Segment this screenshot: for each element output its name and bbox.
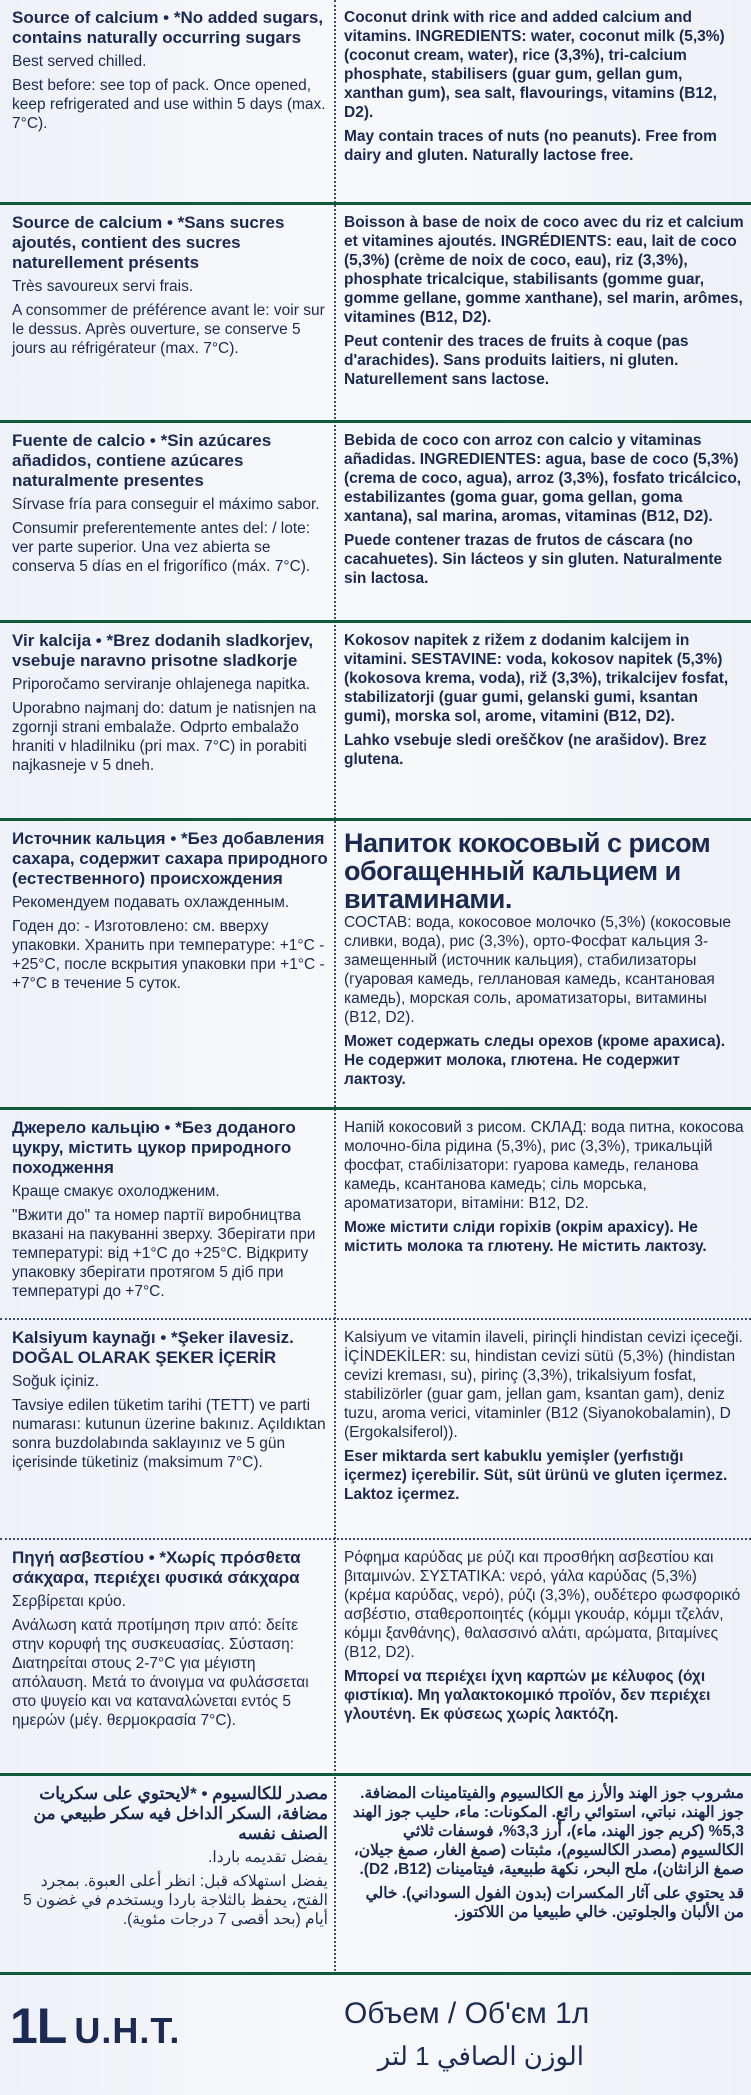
left-serving: Sírvase fría para conseguir el máximo sabor. bbox=[12, 496, 320, 513]
section-spanish bbox=[0, 423, 751, 623]
right-allergens: May contain traces of nuts (no peanuts). Free from dairy and gluten. Naturally lactose free. bbox=[344, 128, 717, 164]
left-storage: Tavsiye edilen tüketim tarihi (TETT) ve parti numarası: kutunun üzerine bakınız. Açıldıktan sonra buzdolabında saklayınız ve 5 gün içerisinde tüketiniz (maksimum 7°C). bbox=[12, 1397, 326, 1471]
right-ingredients: Kalsiyum ve vitamin ilaveli, pirinçli hindistan cevizi içeceği. İÇİNDEKİLER: su, hindistan cevizi sütü (5,3%) (hindistan cevizi kreması, su), pirinç (3,3%), trikalsiyum fosfat, stabilizörler (guar gam, jellan gam, ksantan gam), deniz tuzu, aroma verici, vitaminler (B12 (Siyanokobalamin), D (Ergokalsiferol)). bbox=[344, 1329, 743, 1441]
left-heading: Kalsiyum kaynağı • *Şeker ilavesiz. DOĞAL OLARAK ŞEKER İÇERİR bbox=[12, 1328, 294, 1367]
right-ingredients: Напій кокосовий з рисом. СКЛАД: вода питна, кокосова молочно-біла рідина (5,3%), рис (3,3%), трикальцій фосфат, стабілізатори: гуарова камедь, геланова камедь, ксантанова камедь; сіль морська, ароматизатори, вітаміни: B12, D2. bbox=[344, 1119, 744, 1212]
left-serving: Краще смакує охолодженим. bbox=[12, 1183, 220, 1200]
right-ingredients: Kokosov napitek z rižem z dodanim kalcijem in vitamini. SESTAVINE: voda, kokosov napitek (5,3%) (kokosova krema, voda), riž (3,3%), trikalcijev fosfat, stabilizatorji (guar gumi, gelanski gumi, ksantan gumi), morska sol, arome, vitamini (B12, D2). bbox=[344, 632, 729, 725]
section-turkish bbox=[0, 1320, 751, 1540]
section-french bbox=[0, 205, 751, 423]
left-storage: A consommer de préférence avant le: voir sur le dessus. Après ouverture, se conserve 5 jours au réfrigérateur (max. 7°C). bbox=[12, 302, 325, 357]
right-allergens: قد يحتوي على آثار المكسرات (بدون الفول السوداني). خالي من الألبان والجلوتين. خالي طبيعيا من اللاكتوز. bbox=[365, 1885, 744, 1921]
right-ingredients: مشروب جوز الهند والأرز مع الكالسيوم والفيتامينات المضافة. جوز الهند، نباتي، استوائي رائع. المكونات: ماء، حليب جوز الهند 5,3% (كريم جوز الهند، ماء)، أرز 3,3%، فوسفات ثلاثي الكالسيوم (مصدر الكالسيوم)، مثبتات (صمغ الغار، صمغ جيلان، صمغ الزانثان)، ملح البحر، نكهة طبيعية، فيتامينات (D2 ،B12). bbox=[352, 1785, 744, 1878]
left-storage: Годен до: - Изготовлено: см. вверху упаковки. Хранить при температуре: +1°C - +25°C, после вскрытия упаковки при +1°C - +7°C в течение 5 суток. bbox=[12, 918, 325, 992]
section-greek bbox=[0, 1540, 751, 1776]
volume-mark bbox=[10, 1997, 180, 2055]
uht-label: U.H.T. bbox=[74, 2010, 181, 2051]
left-storage: Ανάλωση κατά προτίμηση πριν από: δείτε στην κορυφή της συσκευασίας. Σύσταση: Διατηρείται στους 2-7°C για μέγιστη απόλαυση. Μετά το άνοιγμα να φυλάσσεται στο ψυγείο και να καταναλώνεται εντός 5 ημερών (μέγ. θερμοκρασία 7°C). bbox=[12, 1617, 309, 1729]
section-arabic bbox=[0, 1776, 751, 1975]
section-english bbox=[0, 0, 751, 205]
left-serving: يفضل تقديمه باردا. bbox=[208, 1849, 328, 1866]
left-serving: Soğuk içiniz. bbox=[12, 1373, 100, 1390]
right-ingredients: Coconut drink with rice and added calcium and vitamins. INGREDIENTS: water, coconut milk (5,3%) (coconut cream, water), rice (3,3%), tri-calcium phosphate, stabilisers (guar gum, gellan gum, xanthan gum), sea salt, flavourings, vitamins (B12, D2). bbox=[344, 9, 725, 121]
left-storage: Consumir preferentemente antes del: / lote: ver parte superior. Una vez abierta se conserva 5 días en el frigorífico (máx. 7°C). bbox=[12, 520, 311, 575]
left-heading: Source of calcium • *No added sugars, contains naturally occurring sugars bbox=[12, 8, 324, 47]
left-heading: Джерело кальцію • *Без доданого цукру, містить цукор природного походження bbox=[12, 1118, 296, 1177]
volume-label: 1L bbox=[10, 1998, 67, 2054]
right-allergens: Lahko vsebuje sledi oreščkov (ne arašidov). Brez glutena. bbox=[344, 732, 707, 768]
footer bbox=[0, 1975, 751, 2095]
right-allergens: Может содержать следы орехов (кроме арахиса). Не содержит молока, глютена. Не содержит лактозу. bbox=[344, 1033, 726, 1088]
left-heading: Fuente de calcio • *Sin azúcares añadidos, contiene azúcares naturalmente presentes bbox=[12, 431, 272, 490]
right-ingredients: Boisson à base de noix de coco avec du riz et calcium et vitamines ajoutés. INGRÉDIENTS: eau, lait de coco (5,3%) (crème de noix de coco, eau), riz (3,3%), phosphate tricalcique, stabilisants (gomme guar, gomme gellane, gomme xanthane), sel marin, arômes, vitamines (B12, D2). bbox=[344, 214, 744, 326]
right-allergens: Puede contener trazas de frutos de cáscara (no cacahuetes). Sin lácteos y sin gluten. Naturalmente sin lactosa. bbox=[344, 532, 723, 587]
section-slovenian bbox=[0, 623, 751, 821]
left-heading: Источник кальция • *Без добавления сахара, содержит сахара природного (естественного) происхождения bbox=[12, 829, 328, 888]
left-heading: Vir kalcija • *Brez dodanih sladkorjev, vsebuje naravno prisotne sladkorje bbox=[12, 631, 314, 670]
right-allergens: Peut contenir des traces de fruits à coque (pas d'arachides). Sans produits laitiers, ni gluten. Naturellement sans lactose. bbox=[344, 333, 689, 388]
section-ukrainian bbox=[0, 1110, 751, 1320]
volume-ru-ua: Объем / Об'єм 1л bbox=[344, 1997, 590, 2030]
left-heading: Πηγή ασβεστίου • *Χωρίς πρόσθετα σάκχαρα, περιέχει φυσικά σάκχαρα bbox=[12, 1548, 301, 1587]
volume-ar: الوزن الصافي 1 لتر bbox=[377, 2041, 584, 2071]
left-serving: Best served chilled. bbox=[12, 53, 147, 70]
right-allergens: Може містити сліди горіхів (окрім арахісу). Не містить молока та глютену. Не містить лактозу. bbox=[344, 1219, 707, 1255]
left-storage: Best before: see top of pack. Once opened, keep refrigerated and use within 5 days (max. 7°C). bbox=[12, 77, 326, 132]
right-ingredients: Ρόφημα καρύδας με ρύζι και προσθήκη ασβεστίου και βιταμινών. ΣΥΣΤΑΤΙΚΑ: νερό, γάλα καρύδας (5,3%) (κρέμα καρύδας, νερό), ρύζι (3,3%), ουδέτερο φωσφορικό ασβέστιο, σταθεροποιητές (κόμμι γκουάρ, κόμμι τζελάν, κόμμι ξανθάνης), θαλασσινό αλάτι, αρώματα, βιταμίνες (B12, D2). bbox=[344, 1549, 741, 1661]
right-allergens: Μπορεί να περιέχει ίχνη καρπών με κέλυφος (όχι φιστίκια). Μη γαλακτοκομικό προϊόν, δεν περιέχει γλουτένη. Εκ φύσεως χωρίς λακτόζη. bbox=[344, 1668, 711, 1723]
left-storage: "Вжити до" та номер партії виробництва вказані на пакуванні зверху. Зберігати при температурі: від +1°C до +25°C. Відкриту упаковку зберігати протягом 5 діб при температурі до +7°C. bbox=[12, 1207, 316, 1300]
left-serving: Priporočamo serviranje ohlajenega napitka. bbox=[12, 676, 311, 693]
right-ingredients: СОСТАВ: вода, кокосовое молочко (5,3%) (кокосовые сливки, вода), рис (3,3%), орто-Фосфат кальция 3-замещенный (источник кальция), стабилизаторы (гуаровая камедь, геллановая камедь, ксантановая камедь), морская соль, ароматизаторы, витамины (B12, D2). bbox=[344, 914, 731, 1026]
product-name-ru: Напиток кокосовый с рисом обогащенный кальцием и витаминами. bbox=[344, 828, 711, 914]
right-allergens: Eser miktarda sert kabuklu yemişler (yerfıstığı içermez) içerebilir. Süt, süt ürünü ve gluten içermez. Laktoz içermez. bbox=[344, 1448, 728, 1503]
left-heading: Source de calcium • *Sans sucres ajoutés, contient des sucres naturellement présents bbox=[12, 213, 285, 272]
right-ingredients: Bebida de coco con arroz con calcio y vitaminas añadidas. INGREDIENTES: agua, base de coco (5,3%) (crema de coco, agua), arroz (3,3%), fosfato tricálcico, estabilizantes (goma guar, goma gellan, goma xantana), sal marina, aromas, vitaminas (B12, D2). bbox=[344, 432, 742, 525]
left-storage: يفضل استهلاكه قبل: انظر أعلى العبوة. بمجرد الفتح، يحفظ بالثلاجة باردا ويستخدم في غضون 5 أيام (بحد أقصى 7 درجات مئوية). bbox=[23, 1873, 328, 1928]
left-serving: Très savoureux servi frais. bbox=[12, 278, 194, 295]
left-heading: مصدر للكالسيوم • *لايحتوي على سكريات مضافة، السكر الداخل فيه سكر طبيعي من الصنف نفسه bbox=[33, 1784, 328, 1843]
left-serving: Σερβίρεται κρύο. bbox=[12, 1593, 126, 1610]
section-russian bbox=[0, 821, 751, 1110]
left-serving: Рекомендуем подавать охлажденным. bbox=[12, 894, 290, 911]
left-storage: Uporabno najmanj do: datum je natisnjen na zgornji strani embalaže. Odprto embalažo hraniti v hladilniku (pri max. 7°C) in porabiti najkasneje v 5 dneh. bbox=[12, 700, 317, 774]
